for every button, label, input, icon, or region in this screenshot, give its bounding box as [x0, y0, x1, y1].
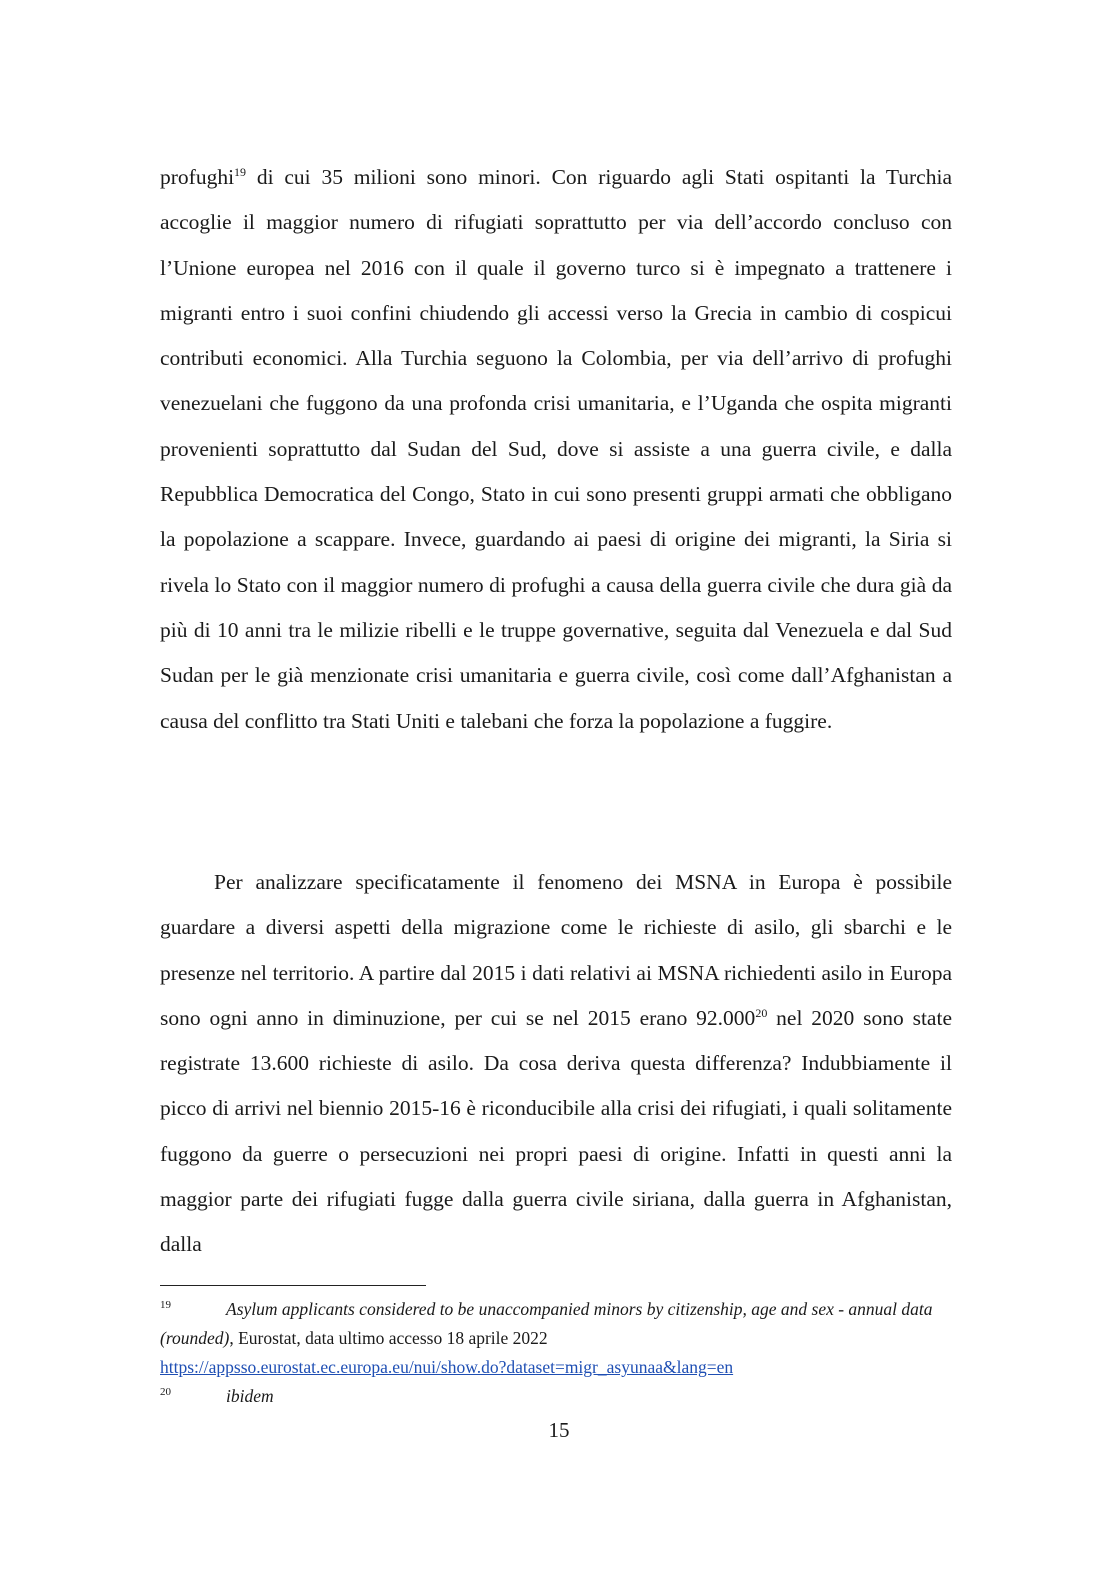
footnotes-section [160, 1295, 952, 1411]
body-paragraph [160, 860, 952, 1268]
footnote-text: , Eurostat, data ultimo accesso 18 aprile 2022 [229, 1328, 548, 1348]
footnote: 20 ibidem [160, 1386, 274, 1406]
paragraph-text: profughi [160, 165, 235, 189]
page-number: 15 [548, 1418, 570, 1442]
body-paragraph [160, 155, 952, 744]
footnote-reference[interactable]: 20 [755, 1005, 768, 1020]
footnote-link[interactable]: https://appsso.eurostat.ec.europa.eu/nui/show.do?dataset=migr_asyunaa&lang=en [160, 1357, 734, 1377]
footnote-separator [160, 1285, 426, 1286]
paragraph-text: di cui 35 milioni sono minori. Con riguardo agli Stati ospitanti la Turchia accoglie il maggior numero di rifugiati soprattutto per via dell’accordo concluso con l’Unione europea nel 2016 con il quale il governo turco si è impegnato a trattenere i migranti entro i suoi confini chiudendo gli accessi verso la Grecia in cambio di cospicui contributi economici. Alla Turchia seguono la Colombia, per via dell’arrivo di profughi venezuelani che fuggono da una profonda crisi umanitaria, e l’Uganda che ospita migranti provenienti soprattutto dal Sudan del Sud, dove si assiste a una guerra civile, e dalla Repubblica Democratica del Congo, Stato in cui sono presenti gruppi armati che obbligano la popolazione a scappare. Invece, guardando ai paesi di origine dei migranti, la Siria si rivela lo Stato con il maggior numero di profughi a causa della guerra civile che dura già da più di 10 anni tra le milizie ribelli e le truppe governative, seguita dal Venezuela e dal Sud Sudan per le già menzionate crisi umanitaria e guerra civile, così come dall’Afghanistan a causa del conflitto tra Stati Uniti e talebani che forza la popolazione a fuggire. [160, 165, 952, 733]
footnote: 19 Asylum applicants considered to be unaccompanied minors by citizenship, age and sex - annual data (rounded), Eurostat, data ultimo accesso 18 aprile 2022 https://appsso.eurostat.ec.europa.eu/nui/show.do?dataset=migr_asyunaa&lang=en [160, 1299, 933, 1377]
footnote-reference[interactable]: 19 [234, 164, 247, 179]
paragraph-text: Per analizzare specificatamente il fenomeno dei MSNA in Europa è possibile guardare a diversi aspetti della migrazione come le richieste di asilo, gli sbarchi e le presenze nel territorio. A partire dal 2015 i dati relativi ai MSNA richiedenti asilo in Europa sono ogni anno in diminuzione, per cui se nel 2015 erano 92.000 [160, 870, 952, 1030]
footnote-source-title: ibidem [226, 1386, 274, 1406]
footnote-source-title: Asylum applicants considered to be unaccompanied minors by citizenship, age and sex - annual data (rounded) [160, 1299, 933, 1348]
paragraph-text: nel 2020 sono state registrate 13.600 richieste di asilo. Da cosa deriva questa differenza? Indubbiamente il picco di arrivi nel biennio 2015-16 è riconducibile alla crisi dei rifugiati, i quali solitamente fuggono da guerre o persecuzioni nei propri paesi di origine. Infatti in questi anni la maggior parte dei rifugiati fugge dalla guerra civile siriana, dalla guerra in Afghanistan, dalla [160, 1005, 952, 1257]
